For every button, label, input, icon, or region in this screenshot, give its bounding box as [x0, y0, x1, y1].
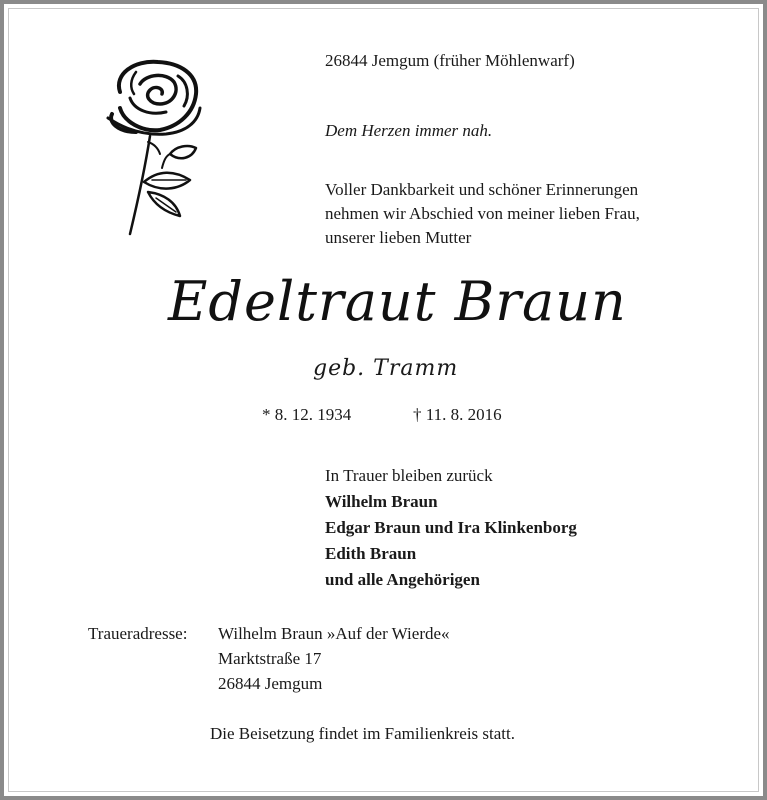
mourner-name: und alle Angehörigen — [325, 570, 480, 589]
location-line: 26844 Jemgum (früher Möhlenwarf) — [325, 51, 575, 70]
rose-icon — [100, 52, 220, 242]
address-line-2: Marktstraße 17 — [218, 649, 322, 668]
deceased-name: Edeltraut Braun — [168, 270, 627, 333]
funeral-note: Die Beisetzung findet im Familienkreis statt. — [210, 724, 515, 743]
address-line-1: Wilhelm Braun »Auf der Wierde« — [218, 624, 450, 643]
intro-line-1: Voller Dankbarkeit und schöner Erinnerungen — [325, 180, 639, 199]
mourner-name: Wilhelm Braun — [325, 492, 438, 511]
mourners-heading: In Trauer bleiben zurück — [325, 466, 493, 485]
address-label: Traueradresse: — [88, 624, 188, 643]
maiden-name: geb. Tramm — [313, 356, 459, 381]
intro-line-2: nehmen wir Abschied von meiner lieben Frau, — [325, 204, 640, 223]
birth-date: * 8. 12. 1934 — [262, 405, 352, 424]
mourner-name: Edith Braun — [325, 544, 417, 563]
intro-line-3: unserer lieben Mutter — [325, 228, 472, 247]
death-date: † 11. 8. 2016 — [413, 405, 502, 424]
mourner-name: Edgar Braun und Ira Klinkenborg — [325, 518, 577, 537]
motto: Dem Herzen immer nah. — [325, 121, 493, 140]
address-line-3: 26844 Jemgum — [218, 674, 323, 693]
